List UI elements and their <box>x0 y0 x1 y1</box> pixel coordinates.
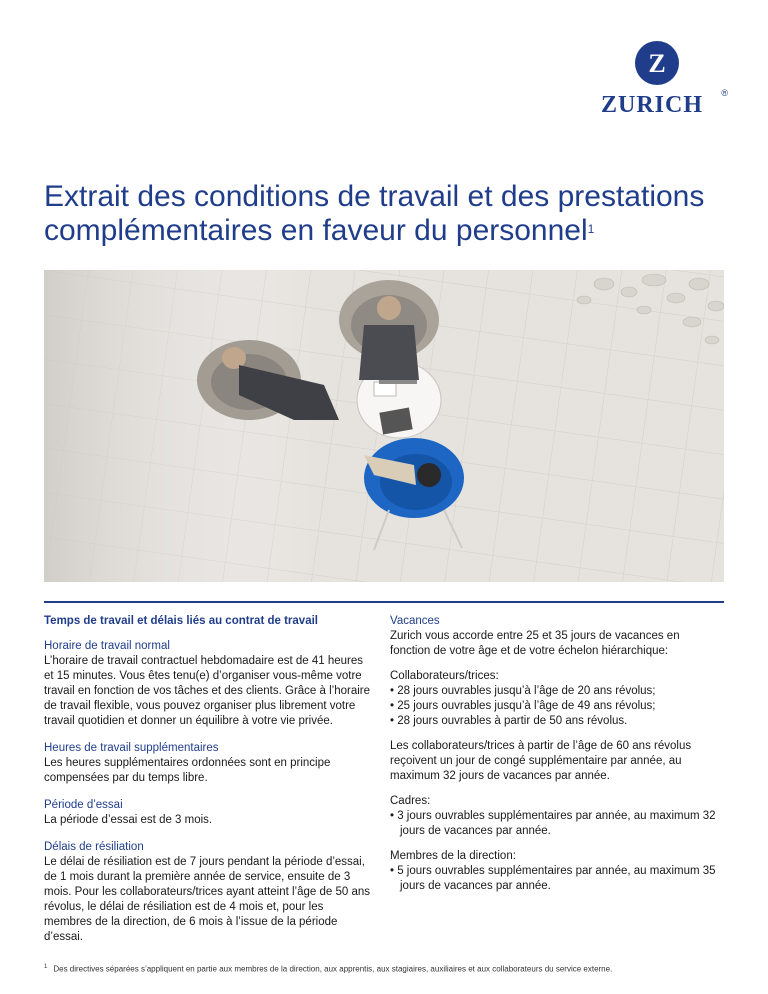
list-item: • 25 jours ouvrables jusqu’à l’âge de 49 ans révolus; <box>390 700 656 712</box>
vacation-intro: Zurich vous accorde entre 25 et 35 jours de vacances en fonction de votre âge et de votre échelon hiérarchique: <box>390 630 680 657</box>
cadres-list <box>390 809 720 839</box>
footnote-number: 1 <box>44 964 48 970</box>
office-meeting-illustration <box>44 270 724 582</box>
staff-label: Collaborateurs/trices: <box>390 670 499 682</box>
list-item: • 28 jours ouvrables à partir de 50 ans révolus. <box>390 715 628 727</box>
notice-title: Délais de résiliation <box>44 841 144 853</box>
cadres-label: Cadres: <box>390 795 431 807</box>
overtime-text: Les heures supplémentaires ordonnées sont en principe compensées par du temps libre. <box>44 757 331 784</box>
notice-text: Le délai de résiliation est de 7 jours pendant la période d’essai, de 1 mois durant la première année de service, ensuite de 3 mois. Pour les collaborateurs/trices ayant atteint l’âge de 50 ans révolus, le délai de résiliation est de 4 mois et, pour les membres de la direction, de 6 mois à l’issue de la période d’essai. <box>44 856 371 943</box>
logo-letter: Z <box>648 49 666 78</box>
footnote-text: Des directives séparées s’appliquent en partie aux membres de la direction, aux apprentis, aux stagiaires, auxiliaires et aux collaborateurs du service externe. <box>53 964 613 974</box>
overtime-section <box>44 741 374 786</box>
probation-title: Période d’essai <box>44 799 123 811</box>
vacation-column <box>390 614 720 904</box>
normal-hours-text: L’horaire de travail contractuel hebdomadaire est de 41 heures et 15 minutes. Vous êtes tenu(e) d’organiser vous-même votre travail en fonction de vos tâches et des clients. Grâce à l’horaire de travail flexible, vous pouvez organiser plus librement votre travail quotidien et donner un équilibre à votre vie privée. <box>44 655 371 727</box>
overtime-title: Heures de travail supplémentaires <box>44 742 219 754</box>
working-time-column <box>44 614 374 957</box>
registered-mark: ® <box>721 88 728 98</box>
list-item: • 3 jours ouvrables supplémentaires par année, au maximum 32 jours de vacances par année. <box>390 810 716 837</box>
normal-hours-section <box>44 639 374 729</box>
section-divider <box>44 601 724 603</box>
working-time-heading: Temps de travail et délais liés au contrat de travail <box>44 615 318 627</box>
zurich-emblem-icon <box>634 40 680 86</box>
direction-label: Membres de la direction: <box>390 850 516 862</box>
list-item: • 28 jours ouvrables jusqu’à l’âge de 20 ans révolus; <box>390 685 656 697</box>
logo-wordmark: ZURICH <box>600 92 703 118</box>
footnote <box>44 964 734 974</box>
list-item: • 5 jours ouvrables supplémentaires par année, au maximum 35 jours de vacances par année. <box>390 865 716 892</box>
probation-section <box>44 798 374 828</box>
page-title <box>44 180 724 248</box>
notice-section <box>44 840 374 945</box>
title-footnote-ref: 1 <box>587 222 595 236</box>
zurich-logo <box>588 40 728 120</box>
sixty-plus-text: Les collaborateurs/trices à partir de l’âge de 60 ans révolus reçoivent un jour de congé supplémentaire par année, au maximum 32 jours de vacances par année. <box>390 740 692 782</box>
direction-list <box>390 864 720 894</box>
normal-hours-title: Horaire de travail normal <box>44 640 170 652</box>
staff-list <box>390 684 720 729</box>
page-title-text: Extrait des conditions de travail et des prestations complémentaires en faveur du personnel <box>44 180 705 247</box>
vacation-title: Vacances <box>390 615 440 627</box>
probation-text: La période d’essai est de 3 mois. <box>44 814 213 826</box>
hero-photo <box>44 270 724 582</box>
